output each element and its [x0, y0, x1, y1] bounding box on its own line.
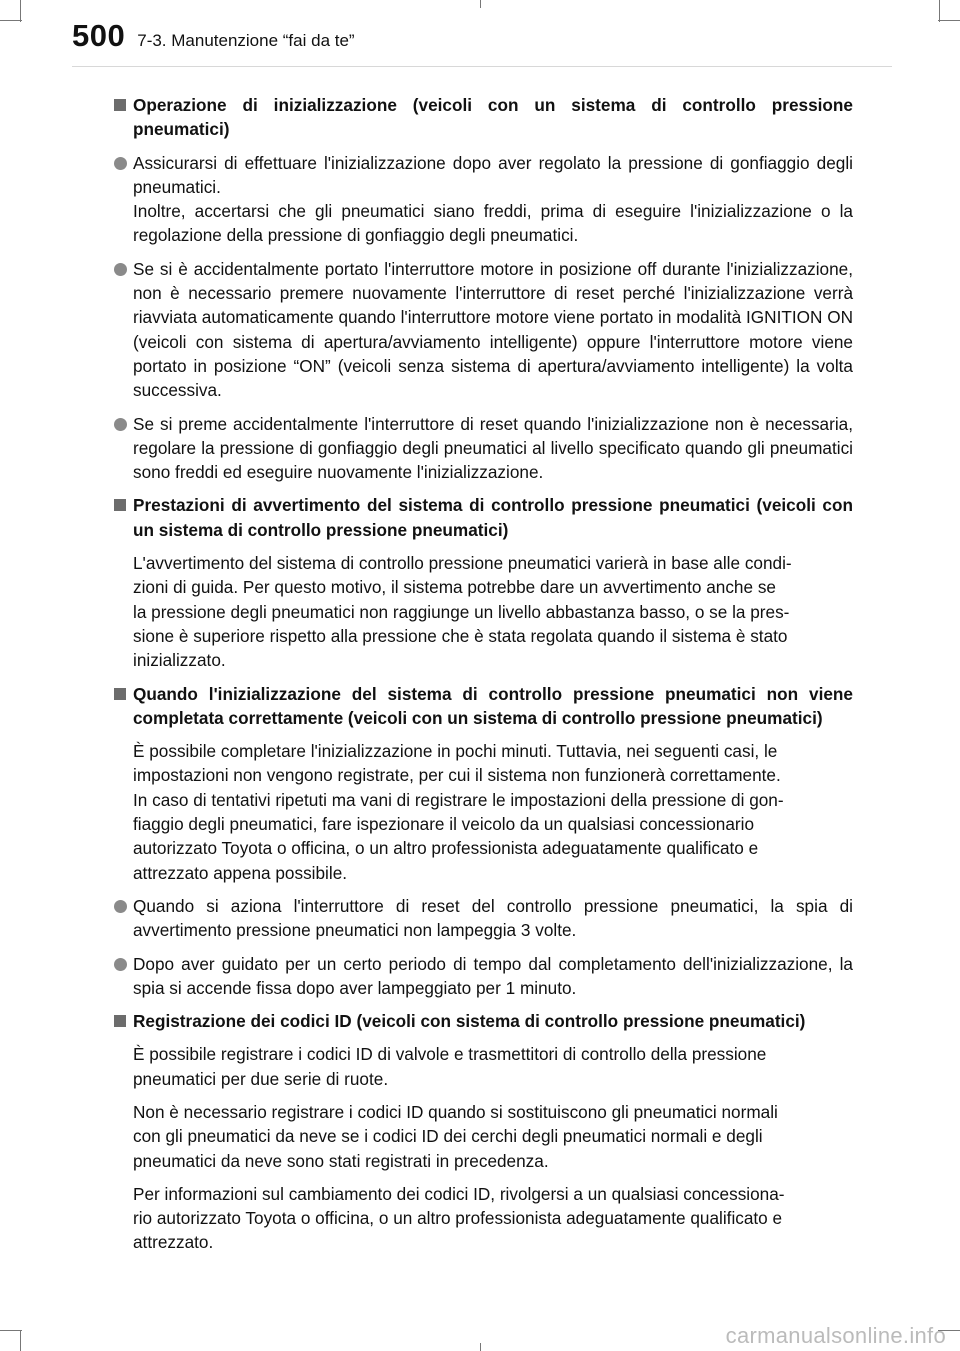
watermark[interactable]: carmanualsonline.info — [725, 1323, 946, 1348]
section-heading: Operazione di inizializzazione (veicoli con un sistema di controllo pressione pneumatici) — [112, 93, 853, 142]
list-item — [112, 151, 853, 248]
crop-mark — [0, 1330, 22, 1331]
paragraph: L'avvertimento del sistema di controllo pressione pneumatici varierà in base alle condi- zioni di guida. Per questo motivo, il sistema potrebbe dare un avvertimento anche se la pressione degli pneumatici non raggiunge un livello abbastanza basso, o se la pres- sione è superiore rispetto alla pressione che è stata regolata quando il sistema è stato inizializzato. — [133, 553, 792, 671]
circle-bullet-icon — [114, 900, 127, 913]
crop-mark — [938, 20, 960, 21]
crop-mark — [480, 1343, 481, 1351]
list-item — [112, 257, 853, 403]
circle-bullet-icon — [114, 263, 127, 276]
bullet-text: Se si preme accidentalmente l'interruttore di reset quando l'inizializzazione non è necessaria, regolare la pressione di gonfiaggio degli pneumatici al livello specificato quando gli pneumatici sono freddi ed eseguire nuovamente l'inizializzazione. — [133, 413, 853, 483]
crop-mark — [480, 0, 481, 8]
circle-bullet-icon — [114, 958, 127, 971]
section-heading: Prestazioni di avvertimento del sistema di controllo pressione pneumatici (veicoli con un sistema di controllo pressione pneumatici) — [112, 493, 853, 542]
paragraph: È possibile registrare i codici ID di valvole e trasmettitori di controllo della pressione pneumatici per due serie di ruote. — [133, 1044, 767, 1089]
bullet-text: Se si è accidentalmente portato l'interruttore motore in posizione off durante l'inizializzazione, non è necessario premere nuovamente l'interruttore di reset perché l'inizializzazione verrà riavviata automaticamente quando l'interruttore motore viene portato in modalità IGNITION ON (veicoli con sistema di apertura/avviamento intelligente) oppure l'interruttore motore viene portato in posizione “ON” (veicoli senza sistema di apertura/avviamento intelligente) la volta successiva. — [133, 258, 853, 401]
list-item — [112, 412, 853, 485]
circle-bullet-icon — [114, 157, 127, 170]
square-bullet-icon — [114, 688, 126, 700]
crop-mark — [20, 0, 21, 22]
circle-bullet-icon — [114, 418, 127, 431]
square-bullet-icon — [114, 499, 126, 511]
section-title: 7-3. Manutenzione “fai da te” — [137, 31, 355, 50]
paragraph: Per informazioni sul cambiamento dei codici ID, rivolgersi a un qualsiasi concessiona- rio autorizzato Toyota o officina, o un altro professionista adeguatamente qualificato e attrezzato. — [133, 1183, 785, 1253]
square-bullet-icon — [114, 1015, 126, 1027]
crop-mark — [939, 0, 940, 22]
header-divider — [72, 66, 892, 67]
paragraph: È possibile completare l'inizializzazione in pochi minuti. Tuttavia, nei seguenti casi, le impostazioni non vengono registrate, per cui il sistema non funzionerà correttamente. In caso di tentativi ripetuti ma vani di registrare le impostazioni della pressione di gon- fiaggio degli pneumatici, fare ispezionare il veicolo da un qualsiasi concessionario autorizzato Toyota o officina, o un altro professionista adeguatamente qualificato e attrezzato appena possibile. — [133, 741, 784, 883]
section-heading: Quando l'inizializzazione del sistema di controllo pressione pneumatici non viene completata correttamente (veicoli con un sistema di controllo pressione pneumatici) — [112, 682, 853, 731]
page-content — [112, 93, 853, 1264]
list-item — [112, 952, 853, 1001]
page-header — [72, 18, 892, 64]
crop-mark — [0, 20, 22, 21]
bullet-text: Quando si aziona l'interruttore di reset del controllo pressione pneumatici, la spia di avvertimento pressione pneumatici non lampeggia 3 volte. — [133, 895, 853, 941]
paragraph: Non è necessario registrare i codici ID quando si sostituiscono gli pneumatici normali con gli pneumatici da neve se i codici ID dei cerchi degli pneumatici normali e degli pneumatici da neve sono stati registrati in precedenza. — [133, 1101, 778, 1171]
page-number: 500 — [72, 18, 126, 53]
bullet-text: Dopo aver guidato per un certo periodo di tempo dal completamento dell'inizializzazione, la spia si accende fissa dopo aver lampeggiato per 1 minuto. — [133, 953, 853, 998]
bullet-text: Inoltre, accertarsi che gli pneumatici siano freddi, prima di eseguire l'inizializzazione o la regolazione della pressione di gonfiaggio degli pneumatici. — [133, 201, 853, 246]
bullet-text: Assicurarsi di effettuare l'inizializzazione dopo aver regolato la pressione di gonfiaggio degli pneumatici. — [133, 152, 853, 197]
section-heading: Registrazione dei codici ID (veicoli con sistema di controllo pressione pneumatici) — [112, 1009, 853, 1033]
list-item — [112, 894, 853, 943]
square-bullet-icon — [114, 99, 126, 111]
crop-mark — [20, 1330, 21, 1351]
